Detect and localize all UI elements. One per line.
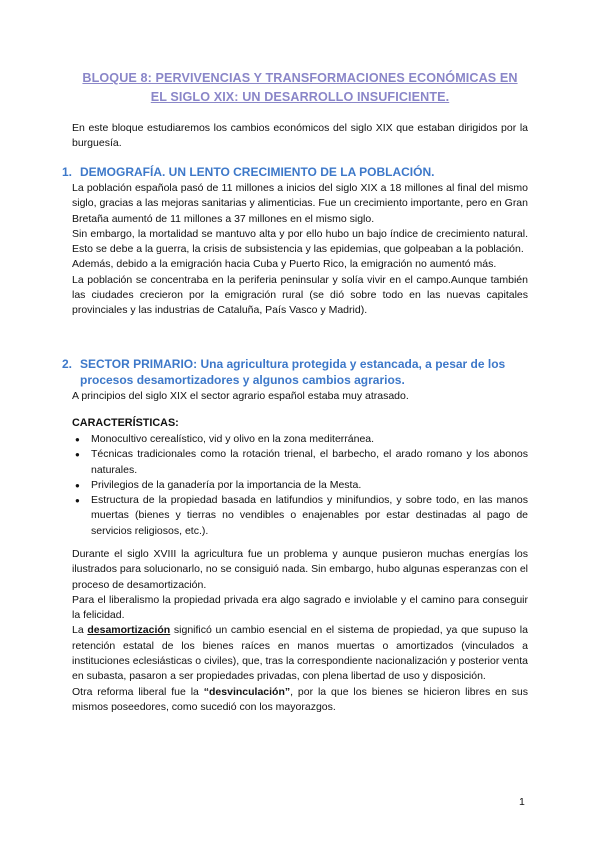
document-title <box>60 69 540 107</box>
body-paragraph: Para el liberalismo la propiedad privada era algo sagrado e inviolable y el camino para conseguir la felicidad. <box>72 593 528 622</box>
body-paragraph: Durante el siglo XVIII la agricultura fue un problema y aunque pusieron muchas energías los ilustrados para solucionarlo, no se consiguió nada. Sin embargo, hubo algunas esperanzas con el proceso de desamortización. <box>72 548 528 591</box>
section-1-heading <box>62 165 532 181</box>
section-2-body <box>72 547 528 715</box>
title-line-2: EL SIGLO XIX: UN DESARROLLO INSUFICIENTE. <box>150 90 450 104</box>
list-item: ● Técnicas tradicionales como la rotación trienal, el barbecho, el arado romano y los abonos naturales. <box>72 447 528 478</box>
intro-paragraph: En este bloque estudiaremos los cambios económicos del siglo XIX que estaban dirigidos por la burguesía. <box>72 122 528 150</box>
desvinculacion-term: “desvinculación” <box>203 685 291 698</box>
body-paragraph <box>72 623 528 684</box>
section-1-title: DEMOGRAFÍA. UN LENTO CRECIMIENTO DE LA POBLACIÓN. <box>80 165 435 179</box>
list-item: ● Monocultivo cerealístico, vid y olivo en la zona mediterránea. <box>72 432 528 447</box>
section-1-number: 1. <box>62 165 73 179</box>
section-2-heading <box>62 357 532 388</box>
p4-post: , por la que los bienes se hicieron libres en sus mismos poseedores, como sucedió con los mayorazgos. <box>72 685 528 713</box>
body-paragraph <box>72 685 528 716</box>
p4-pre: Otra reforma liberal fue la <box>72 685 204 698</box>
characteristics-label: CARACTERÍSTICAS: <box>72 417 179 429</box>
section-1-paragraph: La población española pasó de 11 millones a inicios del siglo XIX a 18 millones al final del mismo siglo, gracias a las mejoras sanitarias y alimenticias. Fue un crecimiento importante, pero en Gran Bretaña aumentó de 11 millones a 37 millones en el mismo siglo. <box>72 182 528 225</box>
section-2-title-line-1: SECTOR PRIMARIO: Una agricultura protegida y estancada, a pesar de los <box>80 357 506 371</box>
p3-post: significó un cambio esencial en el sistema de propiedad, ya que supuso la retención estatal de los bienes raíces en manos muertas o amortizados (vinculados a instituciones eclesiásticas o civiles), que, tras la correspondiente nacionalización y posterior venta en subasta, pasaron a ser propiedades privadas, con plena libertad de uso y disposición. <box>72 624 528 683</box>
list-item: ● Privilegios de la ganadería por la importancia de la Mesta. <box>72 478 528 493</box>
section-2-number: 2. <box>62 357 73 371</box>
list-item: ● Estructura de la propiedad basada en latifundios y minifundios, y sobre todo, en las manos muertas (bienes y tierras no vendibles o enajenables por estar destinadas al pago de servicios religiosos, etc.). <box>72 493 528 539</box>
section-1-paragraph: Sin embargo, la mortalidad se mantuvo alta y por ello hubo un bajo índice de crecimiento natural. Esto se debe a la guerra, la crisis de subsistencia y las epidemias, que golpeaban a la población. <box>72 227 528 256</box>
section-1-paragraph: La población se concentraba en la periferia peninsular y solía vivir en el campo.Aunque también las ciudades crecieron por la emigración rural (se dió sobre todo en las nuevas capitales provinciales y las industrias de Cataluña, País Vasco y Madrid). <box>72 273 528 317</box>
section-2-title-line-2: procesos desamortizadores y algunos cambios agrarios. <box>80 372 405 387</box>
page-number: 1 <box>519 796 525 808</box>
section-1-body <box>72 181 528 319</box>
desamortizacion-term: desamortización <box>87 624 171 637</box>
p3-pre: La <box>72 624 88 637</box>
section-1-paragraph: Además, debido a la emigración hacia Cuba y Puerto Rico, la emigración no aumentó más. <box>72 258 497 271</box>
title-line-1: BLOQUE 8: PERVIVENCIAS Y TRANSFORMACIONES ECONÓMICAS EN <box>82 71 518 85</box>
characteristics-list <box>72 432 528 539</box>
section-2-intro: A principios del siglo XIX el sector agrario español estaba muy atrasado. <box>72 390 409 402</box>
